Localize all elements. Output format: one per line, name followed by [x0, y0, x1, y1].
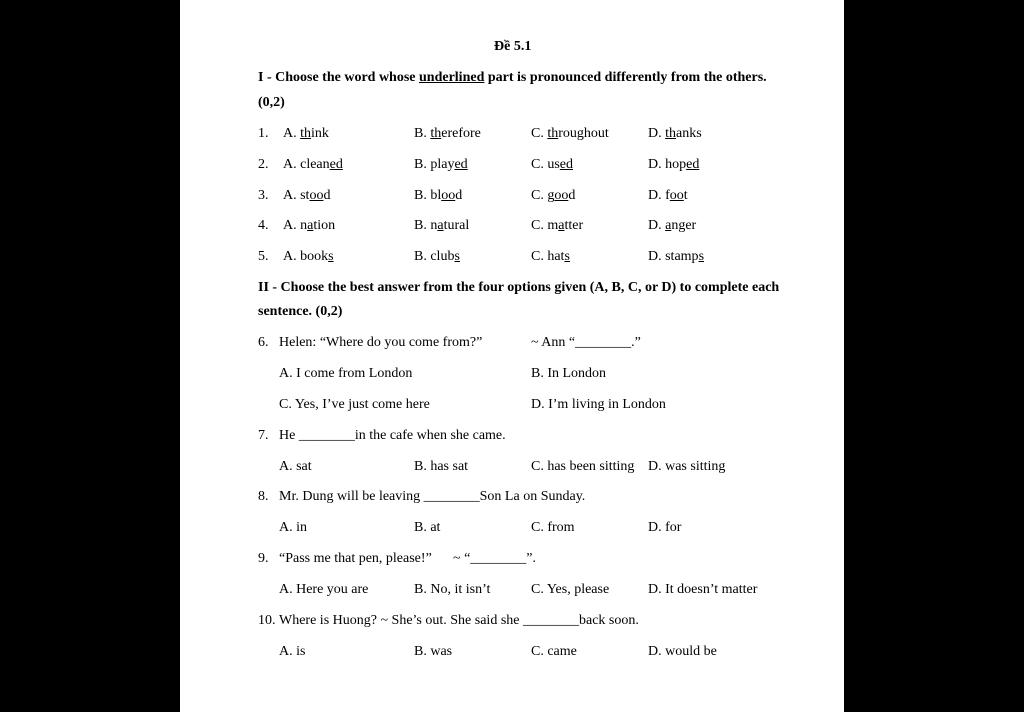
option-d: D. It doesn’t matter — [648, 582, 758, 597]
option-b: B. played — [414, 157, 468, 172]
option-b: B. at — [414, 520, 441, 535]
option-d: D. hoped — [648, 157, 700, 172]
option-b: B. natural — [414, 218, 470, 233]
option-a: A. I come from London — [279, 366, 413, 381]
option-a: A. Here you are — [279, 582, 369, 597]
section-2-heading-line-2: sentence. (0,2) — [258, 304, 343, 319]
question-number: 6. — [258, 335, 269, 350]
option-c: C. has been sitting — [531, 459, 635, 474]
section-1-heading — [258, 69, 767, 87]
page-title: Đề 5.1 — [494, 39, 532, 54]
section-1-heading-post: part is pronounced differently from the others. — [484, 70, 767, 85]
option-d: D. I’m living in London — [531, 397, 666, 412]
option-b: B. In London — [531, 366, 607, 381]
option-d: D. would be — [648, 644, 717, 659]
question-number: 1. — [258, 126, 269, 141]
question-number: 10. — [258, 613, 276, 628]
option-a: A. nation — [283, 218, 336, 233]
section-1-points: (0,2) — [258, 95, 285, 110]
option-a: A. sat — [279, 459, 312, 474]
option-b: B. was — [414, 644, 453, 659]
option-d: D. foot — [648, 188, 688, 203]
section-1-heading-pre: I - Choose the word whose — [258, 70, 419, 85]
question-number: 2. — [258, 157, 269, 172]
question-prompt: “Pass me that pen, please!” — [279, 551, 432, 566]
option-d: D. thanks — [648, 126, 702, 141]
question-number: 8. — [258, 489, 269, 504]
option-d: D. for — [648, 520, 682, 535]
question-number: 9. — [258, 551, 269, 566]
option-c: C. Yes, please — [531, 582, 610, 597]
option-b: B. clubs — [414, 249, 460, 264]
question-reply: ~ Ann “________.” — [531, 335, 641, 350]
option-d: D. stamps — [648, 249, 705, 264]
option-b: B. therefore — [414, 126, 481, 141]
section-2-heading: II - Choose the best answer from the four options given (A, B, C, or D) to complete each — [258, 280, 780, 295]
option-c: C. used — [531, 157, 574, 172]
option-a: A. books — [283, 249, 334, 264]
question-prompt: Helen: “Where do you come from?” — [279, 335, 483, 350]
exam-page — [180, 0, 844, 712]
option-a: A. think — [283, 126, 329, 141]
question-number: 7. — [258, 428, 269, 443]
option-c: C. throughout — [531, 126, 609, 141]
option-d: D. anger — [648, 218, 697, 233]
question-prompt: He ________in the cafe when she came. — [279, 428, 506, 443]
option-c: C. from — [531, 520, 575, 535]
option-d: D. was sitting — [648, 459, 726, 474]
option-c: C. matter — [531, 218, 584, 233]
option-b: B. blood — [414, 188, 463, 203]
question-number: 3. — [258, 188, 269, 203]
option-a: A. cleaned — [283, 157, 343, 172]
option-b: B. has sat — [414, 459, 469, 474]
option-a: A. stood — [283, 188, 331, 203]
question-number: 4. — [258, 218, 269, 233]
question-prompt: Mr. Dung will be leaving ________Son La on Sunday. — [279, 489, 586, 504]
option-c: C. came — [531, 644, 577, 659]
option-c: C. good — [531, 188, 576, 203]
option-c: C. hats — [531, 249, 570, 264]
option-b: B. No, it isn’t — [414, 582, 491, 597]
option-a: A. in — [279, 520, 307, 535]
option-c: C. Yes, I’ve just come here — [279, 397, 430, 412]
question-reply: ~ “________”. — [453, 551, 537, 566]
option-a: A. is — [279, 644, 306, 659]
question-prompt: Where is Huong? ~ She’s out. She said she ________back soon. — [279, 613, 639, 628]
section-1-heading-underlined: underlined — [419, 70, 485, 85]
question-number: 5. — [258, 249, 269, 264]
